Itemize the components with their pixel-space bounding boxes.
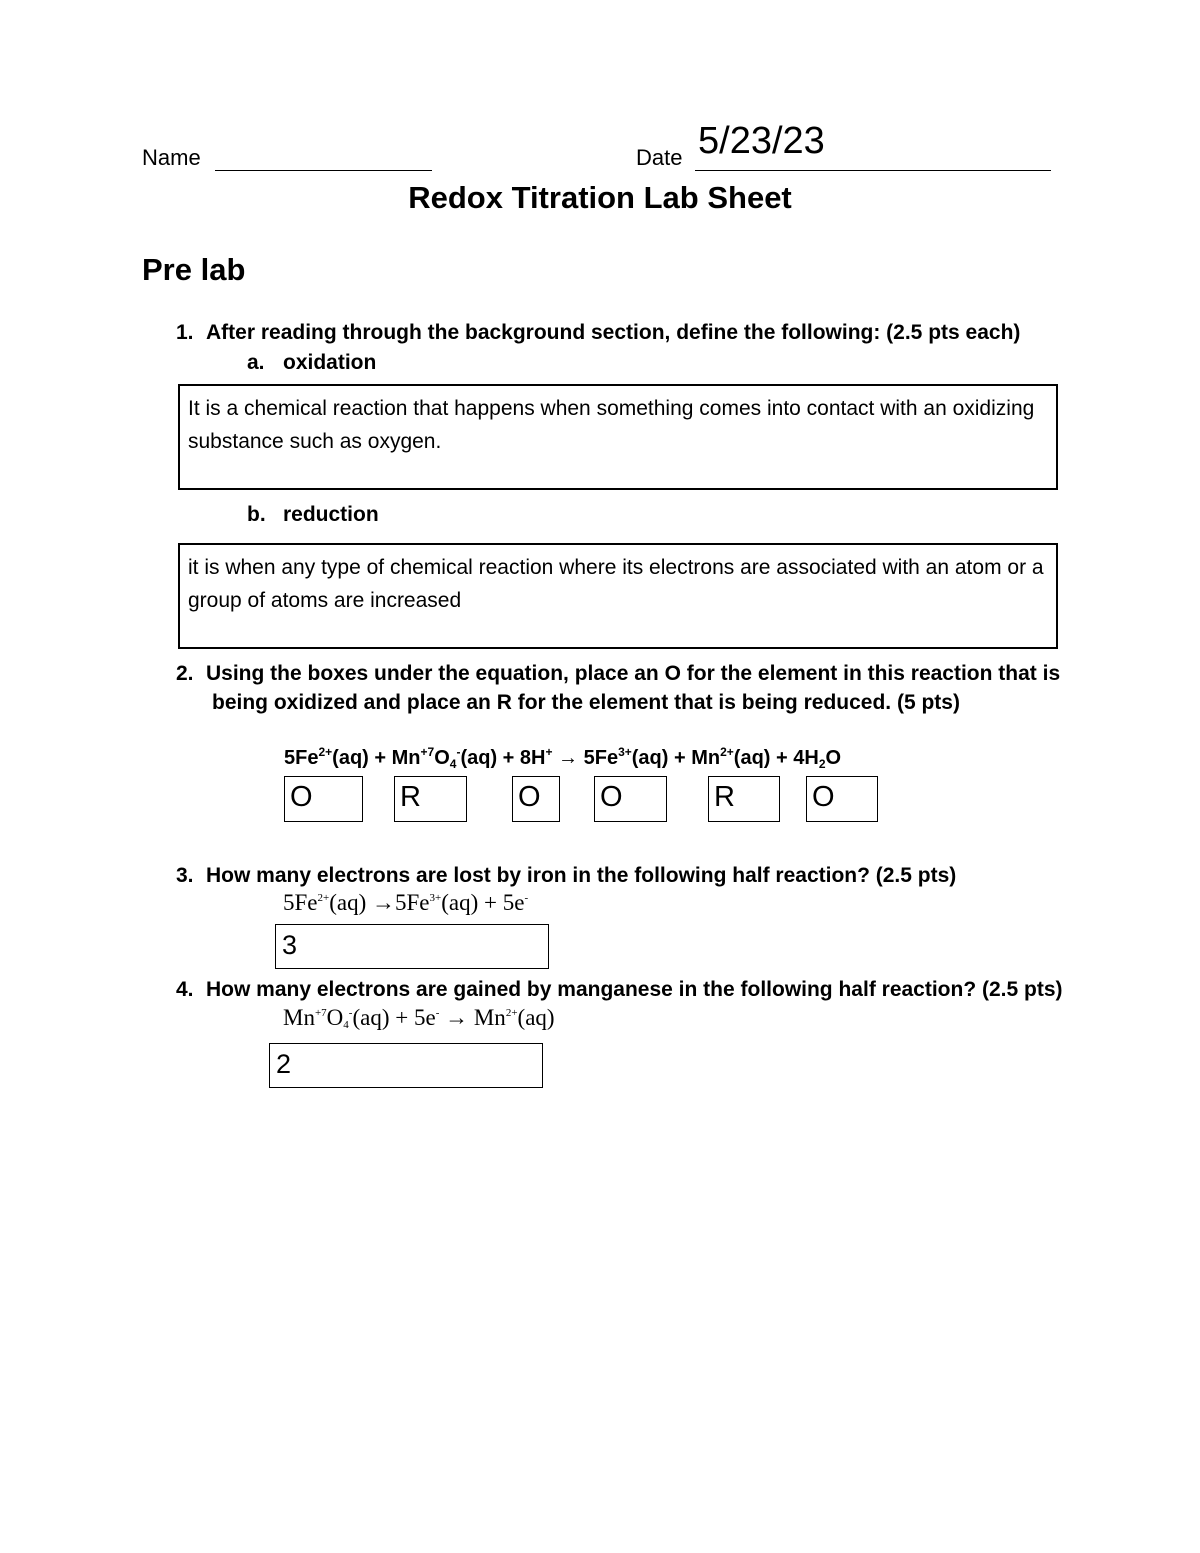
date-field[interactable] <box>695 170 1051 171</box>
eq-sup: - <box>456 745 461 759</box>
eq-part: 5Fe <box>284 747 319 769</box>
question-4 <box>176 975 1063 1004</box>
question-2 <box>176 659 1060 688</box>
question-2-line2: being oxidized and place an R for the element that is being reduced. (5 pts) <box>212 691 960 714</box>
question-3-text: How many electrons are lost by iron in the following half reaction? (2.5 pts) <box>206 864 957 887</box>
eq-sup: 3+ <box>429 892 442 904</box>
eq-sup: 3+ <box>618 745 632 759</box>
name-field[interactable] <box>215 170 432 171</box>
question-1b-label: b. <box>247 503 266 526</box>
question-1a <box>247 348 376 377</box>
eq-sup: +7 <box>420 745 435 759</box>
iron-electrons-answer[interactable]: 3 <box>275 924 549 969</box>
eq-sup: - <box>348 1007 353 1019</box>
question-1a-label: a. <box>247 351 265 374</box>
question-2-line1: Using the boxes under the equation, place an O for the element in this reaction that is <box>206 662 1061 685</box>
eq-sup: 2+ <box>505 1007 518 1019</box>
eq-sup: - <box>435 1007 440 1019</box>
eq-sup: +7 <box>314 1007 327 1019</box>
reduction-answer: it is when any type of chemical reaction where its electrons are associated with an atom or a group of atoms are increased <box>188 556 1044 612</box>
eq-sub: 2 <box>818 757 826 771</box>
question-4-number: 4. <box>176 978 194 1001</box>
eq-part: (aq) + 8H <box>460 747 546 769</box>
answer-box-2[interactable]: R <box>394 776 467 822</box>
eq-sup: 2+ <box>720 745 734 759</box>
eq-sup: 2+ <box>317 892 330 904</box>
eq-sub: 4 <box>449 757 457 771</box>
eq-part: O <box>434 747 450 769</box>
manganese-half-reaction <box>283 1005 555 1031</box>
eq-part: Mn <box>283 1005 315 1030</box>
eq-part: → Mn <box>439 1005 506 1030</box>
date-label: Date <box>636 145 683 170</box>
eq-part: (aq) →5Fe <box>329 890 430 915</box>
question-1b <box>247 500 379 529</box>
eq-sup: 2+ <box>318 745 333 759</box>
question-1-text: After reading through the background section, define the following: (2.5 pts each) <box>206 321 1021 344</box>
eq-part: (aq) + 4H <box>733 747 819 769</box>
eq-part: O <box>825 747 842 769</box>
eq-sub: 4 <box>343 1019 349 1031</box>
answer-box-5[interactable]: R <box>708 776 780 822</box>
iron-half-reaction <box>283 890 528 916</box>
name-label: Name <box>142 145 201 170</box>
eq-part: (aq) + 5e <box>441 890 525 915</box>
question-2-number: 2. <box>176 662 194 685</box>
answer-box-4[interactable]: O <box>594 776 667 822</box>
question-3-number: 3. <box>176 864 194 887</box>
question-1a-term: oxidation <box>283 351 377 374</box>
answer-box-6[interactable]: O <box>806 776 878 822</box>
page-title: Redox Titration Lab Sheet <box>408 180 792 215</box>
answer-box-3[interactable]: O <box>512 776 560 822</box>
eq-part: (aq) <box>517 1005 555 1030</box>
eq-part: O <box>326 1005 344 1030</box>
question-1 <box>176 318 1020 347</box>
answer-box-1[interactable]: O <box>284 776 363 822</box>
question-4-text: How many electrons are gained by manganese in the following half reaction? (2.5 pts) <box>206 978 1063 1001</box>
eq-part: 5Fe <box>283 890 318 915</box>
eq-part: (aq) + 5e <box>352 1005 436 1030</box>
manganese-electrons-answer[interactable]: 2 <box>269 1043 543 1088</box>
question-3 <box>176 861 956 890</box>
date-value: 5/23/23 <box>698 120 825 162</box>
eq-part: (aq) + Mn <box>332 747 421 769</box>
redox-equation <box>284 745 841 771</box>
oxidation-answer-box[interactable] <box>178 384 1058 490</box>
eq-sup: + <box>545 745 553 759</box>
question-1b-term: reduction <box>283 503 379 526</box>
eq-part: (aq) + Mn <box>631 747 721 769</box>
question-1-number: 1. <box>176 321 194 344</box>
eq-sup: - <box>524 892 529 904</box>
reduction-answer-box[interactable] <box>178 543 1058 649</box>
oxidation-answer: It is a chemical reaction that happens when something comes into contact with an oxidizing substance such as oxygen. <box>188 397 1035 453</box>
section-heading: Pre lab <box>142 252 246 287</box>
eq-part: → 5Fe <box>552 747 619 769</box>
